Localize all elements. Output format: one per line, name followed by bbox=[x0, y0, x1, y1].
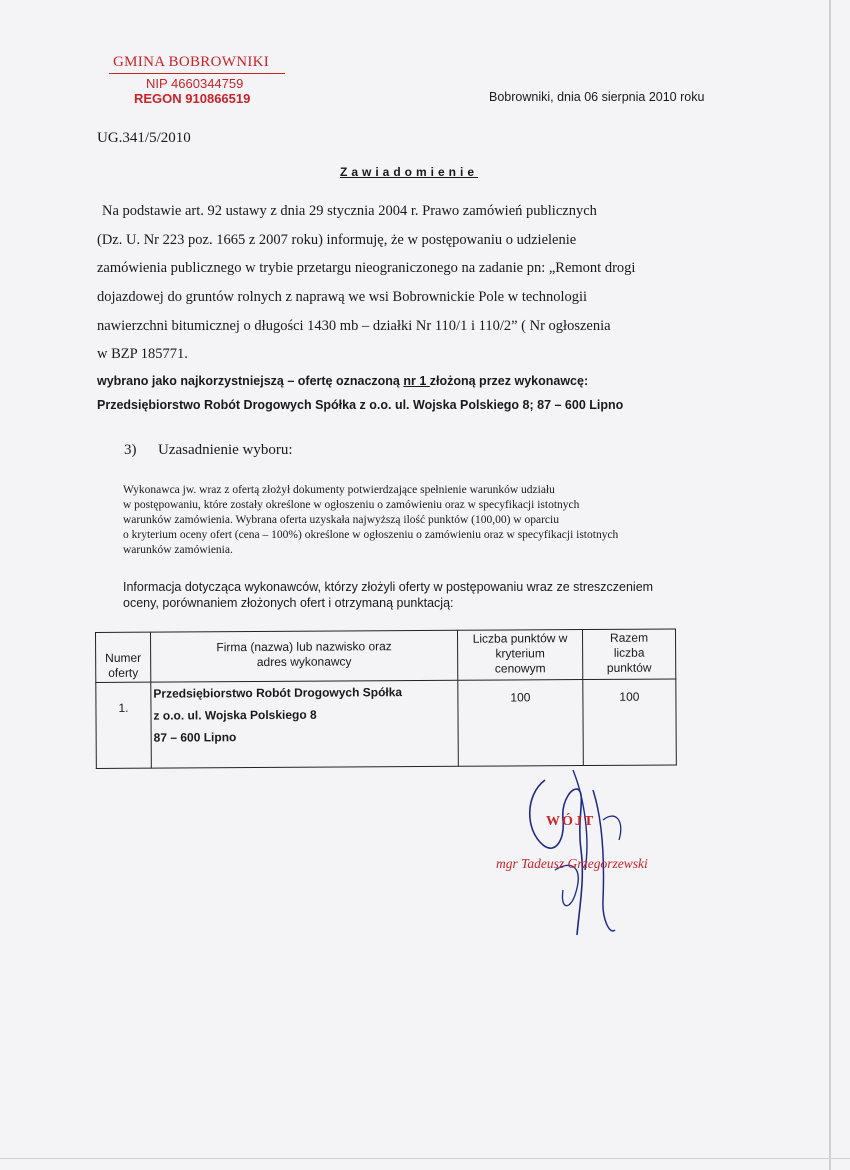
selected-contractor: Przedsiębiorstwo Robót Drogowych Spółka z o.o. ul. Wojska Polskiego 8; 87 – 600 Lipno bbox=[97, 398, 624, 412]
offers-info-line-1: Informacja dotycząca wykonawców, którzy złożyli oferty w postępowaniu wraz ze streszczeniem bbox=[123, 580, 654, 594]
scan-edge-line bbox=[829, 0, 831, 1170]
header-line: Firma (nazwa) lub nazwisko oraz bbox=[216, 639, 392, 655]
cell-price-points: 100 bbox=[458, 680, 584, 767]
header-offer-number bbox=[96, 632, 151, 682]
document-title: Zawiadomienie bbox=[340, 165, 479, 179]
stamp-underline bbox=[109, 73, 285, 74]
cell-total-points: 100 bbox=[583, 679, 677, 766]
header-line: oferty bbox=[108, 665, 139, 680]
header-line: Razem bbox=[609, 630, 649, 645]
offers-table bbox=[95, 628, 677, 769]
handwritten-signature bbox=[515, 760, 645, 945]
header-contractor bbox=[151, 630, 458, 682]
header-total-points bbox=[582, 629, 675, 680]
body-line-2: (Dz. U. Nr 223 poz. 1665 z 2007 roku) informuję, że w postępowaniu o udzielenie bbox=[97, 232, 577, 248]
header-line: punktów bbox=[606, 660, 652, 675]
stamp-municipality-name: GMINA BOBROWNIKI bbox=[113, 54, 270, 70]
justification-line-3: warunków zamówienia. Wybrana oferta uzyskała najwyższą ilość punktów (100,00) w oparciu bbox=[123, 514, 559, 526]
contractor-line: 87 – 600 Lipno bbox=[153, 730, 237, 745]
body-line-1: Na podstawie art. 92 ustawy z dnia 29 stycznia 2004 r. Prawo zamówień publicznych bbox=[102, 203, 597, 219]
stamp-nip: NIP 4660344759 bbox=[146, 76, 244, 91]
header-line: kryterium bbox=[495, 646, 545, 661]
contractor-line: Przedsiębiorstwo Robót Drogowych Spółka bbox=[153, 685, 403, 701]
contractor-line: z o.o. ul. Wojska Polskiego 8 bbox=[153, 707, 317, 723]
header-price-points bbox=[457, 630, 582, 681]
body-line-3: zamówienia publicznego w trybie przetargu nieograniczonego na zadanie pn: „Remont drogi bbox=[97, 260, 636, 276]
selected-offer-statement bbox=[97, 374, 588, 388]
body-line-5: nawierzchni bitumicznej o długości 1430 mb – działki Nr 110/1 i 110/2” ( Nr ogłoszenia bbox=[97, 318, 611, 334]
offers-info-line-2: oceny, porównaniem złożonych ofert i otrzymaną punktacją: bbox=[123, 596, 454, 610]
table-row bbox=[96, 679, 677, 769]
header-line: cenowym bbox=[494, 661, 546, 676]
justification-line-1: Wykonawca jw. wraz z ofertą złożył dokumenty potwierdzające spełnienie warunków udziału bbox=[123, 484, 555, 496]
justification-line-5: warunków zamówienia. bbox=[123, 544, 233, 556]
justification-line-2: w postępowaniu, które zostały określone w ogłoszeniu o zamówieniu oraz w specyfikacji istotnych bbox=[123, 499, 580, 511]
signature-title: WÓJT bbox=[546, 814, 596, 829]
stamp-regon: REGON 910866519 bbox=[134, 91, 251, 106]
justification-line-4: o kryterium oceny ofert (cena – 100%) określone w ogłoszeniu o zamówieniu oraz w specyfikacji istotnych bbox=[123, 529, 619, 541]
selected-offer-pre: wybrano jako najkorzystniejszą – ofertę oznaczoną bbox=[97, 374, 404, 388]
header-line: Numer bbox=[105, 650, 142, 665]
body-line-4: dojazdowej do gruntów rolnych z naprawą we wsi Bobrownickie Pole w technologii bbox=[97, 289, 588, 305]
selected-offer-number: nr 1 bbox=[403, 374, 430, 388]
selected-offer-post: złożoną przez wykonawcę: bbox=[429, 374, 589, 388]
section-3-number: 3) bbox=[124, 442, 137, 458]
table-header-row bbox=[96, 629, 676, 683]
section-3-heading: Uzasadnienie wyboru: bbox=[158, 442, 293, 458]
cell-offer-number: 1. bbox=[96, 682, 152, 768]
place-and-date: Bobrowniki, dnia 06 sierpnia 2010 roku bbox=[489, 90, 705, 104]
header-line: Liczba punktów w bbox=[472, 631, 568, 646]
signature-name: mgr Tadeusz Grzegorzewski bbox=[496, 856, 648, 871]
header-line: liczba bbox=[613, 645, 645, 660]
cell-contractor bbox=[151, 680, 459, 768]
scan-edge-line bbox=[0, 1158, 850, 1159]
header-line: adres wykonawcy bbox=[256, 654, 352, 670]
reference-number: UG.341/5/2010 bbox=[97, 130, 191, 146]
body-line-6: w BZP 185771. bbox=[97, 346, 188, 362]
